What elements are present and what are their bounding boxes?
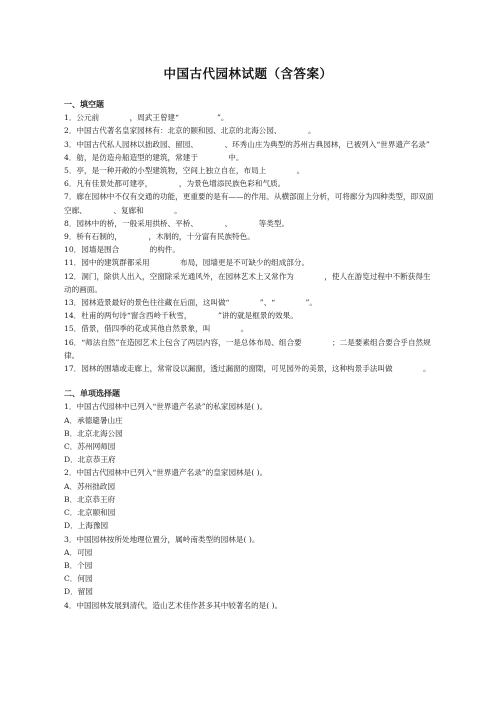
question-line: 9．桥有石制的， ，木制的，十分富有民族特色。 bbox=[64, 232, 255, 242]
question-line: 4．舫，是仿造舟船造型的建筑，常建于 中。 bbox=[64, 152, 244, 162]
question-line: 4．中国园林发展到清代，造山艺术佳作甚多其中较著名的是( )。 bbox=[64, 600, 283, 610]
option-line: C．北京颐和园 bbox=[64, 508, 116, 518]
question-line: 12．洞门，除供人出入，空窗除采光通风外，在园林艺术上又常作为 ，使人在游览过程中不断获得生动的画面。 bbox=[64, 271, 431, 294]
section-spacer bbox=[64, 375, 438, 387]
question-line: 6．凡有佳景处都可建亭， ，为景色增添民族色彩和气质。 bbox=[64, 179, 286, 189]
option-line: D．北京恭王府 bbox=[64, 455, 116, 465]
question-line: 1．公元前 ，周武王曾建“ ”。 bbox=[64, 113, 229, 123]
question-line: 10．园墙是围合 的构件。 bbox=[64, 245, 180, 255]
question-line: 14．杜甫的两句诗“窗含西岭千秋雪， ”讲的就是框景的效果。 bbox=[64, 311, 298, 321]
option-line: A．承德避暑山庄 bbox=[64, 415, 123, 425]
question-line: 8．园林中的桥，一般采用拱桥、平桥、 、 等类型。 bbox=[64, 218, 290, 228]
document-title: 中国古代园林试题（含答案） bbox=[163, 66, 333, 81]
multiple-choice-questions bbox=[64, 400, 438, 611]
option-line: C．何园 bbox=[64, 574, 93, 584]
option-line: B．北京北海公园 bbox=[64, 428, 123, 438]
question-line: 2．中国古代著名皇家园林有：北京的颐和园、北京的北海公园、 。 bbox=[64, 126, 316, 136]
question-line: 3．中国古代私人园林以拙政园、留园、 、环秀山庄为典型的苏州古典园林，已被列入“世界遗产名录” bbox=[64, 139, 430, 149]
question-line: 1．中国古代园林中已列入“世界遗产名录”的私家园林是( )。 bbox=[64, 402, 268, 412]
question-line: 13．园林造景最好的景色往往藏在后面，这叫做“ ”、“ ”。 bbox=[64, 298, 318, 308]
section-heading-fill-in: 一、填空题 bbox=[64, 100, 104, 109]
option-line: B．北京恭王府 bbox=[64, 494, 116, 504]
question-line: 15．借景，借四季的花或其他自然景象，叫 。 bbox=[64, 324, 249, 334]
fill-in-questions bbox=[64, 111, 438, 375]
question-line: 11．园中的建筑群都采用 布局，园墙更是不可缺少的组成部分。 bbox=[64, 258, 310, 268]
option-line: B．个园 bbox=[64, 560, 93, 570]
question-line: 3．中国园林按所处地理位置分，属岭南类型的园林是( )。 bbox=[64, 534, 260, 544]
question-line: 17．园林的围墙或走廊上，常常设以漏窗，透过漏窗的窗隙，可见园外的美景，这种构景手法叫做 。 bbox=[64, 364, 431, 374]
option-line: D．留园 bbox=[64, 587, 93, 597]
option-line: A．苏州拙政园 bbox=[64, 481, 116, 491]
question-line: 16．“师法自然”在造园艺术上包含了两层内容，一是总体布局、组合要 ；二是要素组合要合乎自然规律。 bbox=[64, 337, 431, 360]
option-line: D．上海豫园 bbox=[64, 521, 109, 531]
question-line: 5．亭，是一种开敞的小型建筑物，空间上独立自在，布局上 。 bbox=[64, 166, 305, 176]
option-line: A．可园 bbox=[64, 547, 93, 557]
question-line: 7．廊在园林中不仅有交通的功能，更重要的是有——的作用。从横部面上分析，可将廊分为四种类型，即双面空廊、 、复廊和 。 bbox=[64, 192, 434, 215]
section-heading-multiple-choice: 二、单项选择题 bbox=[64, 389, 120, 399]
question-line: 2．中国古代园林中已列入“世界遗产名录”的皇家园林是( )。 bbox=[64, 468, 268, 478]
option-line: C．苏州网师园 bbox=[64, 442, 116, 452]
document-body bbox=[64, 98, 438, 612]
